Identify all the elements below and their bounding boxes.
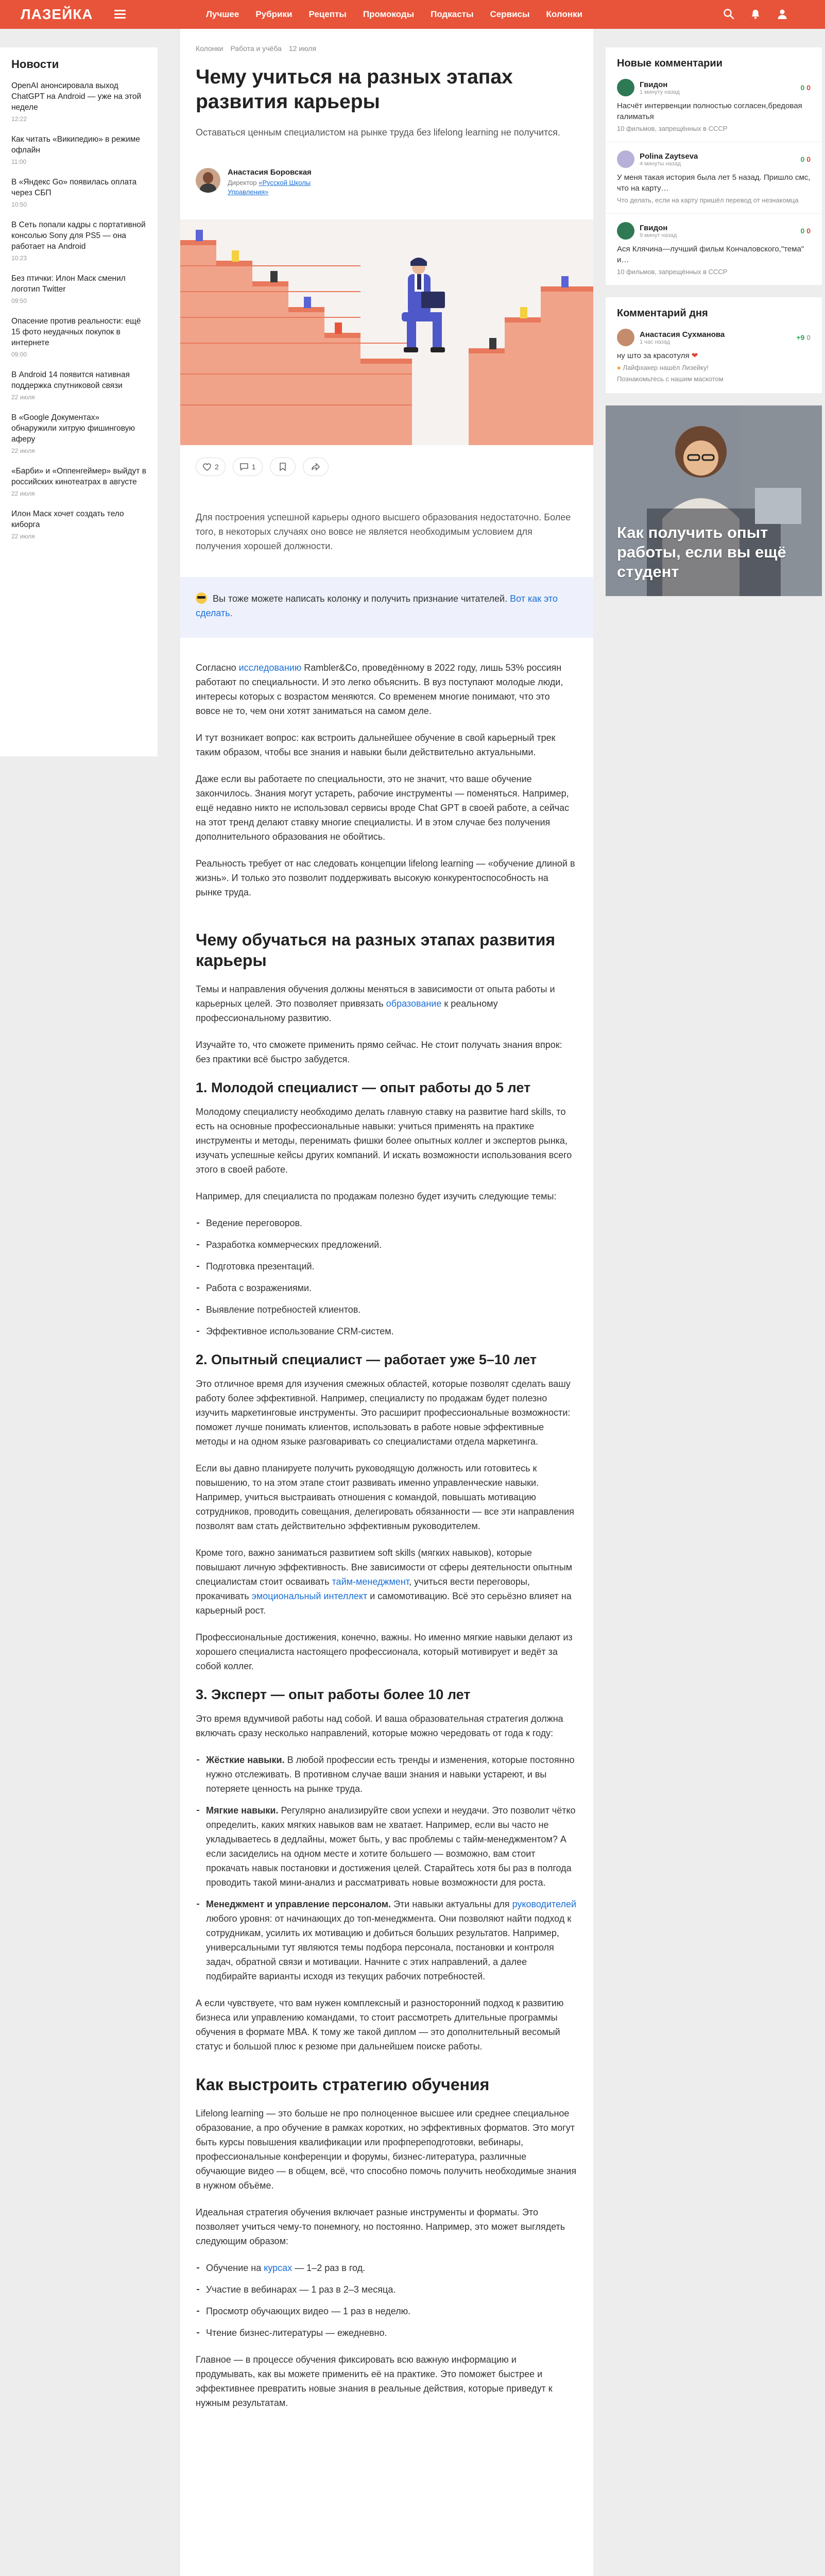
lizeika-icon: ● (617, 364, 621, 371)
article (180, 29, 593, 2576)
paragraph: Профессиональные достижения, конечно, важны. Но именно мягкие навыки делают из хорошего специалиста настоящего профессионала, который мотивирует и ведёт за собой коллег. (196, 1632, 573, 1671)
article-intro: Для построения успешной карьеры одного высшего образования недостаточно. Более того, в некоторых случаях оно вовсе не является необходимым условием для получения хорошей должности. (196, 512, 571, 551)
author-block[interactable] (196, 168, 331, 197)
author-company-link[interactable]: «Русской Школы Управления» (228, 179, 311, 196)
news-title[interactable]: Опасение против реальности: ещё 15 фото неудачных покупок в интернете (11, 317, 141, 347)
commenter-avatar[interactable] (617, 150, 634, 168)
subsection-heading: 3. Эксперт — опыт работы более 10 лет (196, 1687, 471, 1702)
breadcrumb-category[interactable]: Работа и учёба (230, 44, 282, 53)
commenter-avatar[interactable] (617, 79, 634, 96)
list-item: Чтение бизнес-литературы — ежедневно. (196, 2326, 577, 2340)
author-avatar[interactable] (196, 168, 220, 193)
paragraph: Идеальная стратегия обучения включает разные инструменты и форматы. Это позволяет учиться чему-то понемногу, но постоянно. Например, это может выглядеть следующим образом: (196, 2207, 565, 2246)
comment-count: 1 (251, 463, 256, 471)
paragraph: И тут возникает вопрос: как встроить дальнейшее обучение в свой карьерный трек таким образом, чтобы все знания и навыки были действительно актуальными. (196, 733, 556, 757)
author-role-prefix: Директор (228, 179, 257, 187)
nav-item-services[interactable]: Сервисы (490, 9, 530, 19)
comment-of-day-widget (606, 297, 822, 393)
list-item: Работа с возражениями. (196, 1281, 577, 1295)
comment-time: 1 час назад (640, 338, 671, 345)
nav-item-best[interactable]: Лучшее (206, 9, 239, 19)
bell-icon[interactable] (750, 8, 761, 20)
notice-text: Вы тоже можете написать колонку и получить признание читателей. (213, 594, 508, 604)
list-item: Просмотр обучающих видео — 1 раз в неделю. (196, 2304, 577, 2318)
news-time: 11:00 (11, 158, 27, 165)
paragraph: Это время вдумчивой работы над собой. И ваша образовательная стратегия должна включать сразу несколько направлений, которые можно чередовать от года к году: (196, 1714, 563, 1738)
time-management-link[interactable]: тайм-менеджмент (332, 1577, 409, 1587)
news-sidebar (0, 47, 158, 756)
paragraph: Это отличное время для изучения смежных областей, которые позволят сделать вашу работу более эффективной. Например, специалисту по продажам будет полезно изучить маркетинговые инструменты. Это расширит профессиональные возможности: поможет лучше понимать клиентов, использовать в работе новые эффективные методы и на одном языке разговаривать со специалистами отдела маркетинга. (196, 1379, 571, 1447)
breadcrumb (196, 44, 316, 53)
right-sidebar (606, 29, 822, 596)
bookmark-button[interactable] (270, 457, 296, 476)
courses-link[interactable]: курсах (264, 2263, 293, 2273)
commenter-name[interactable]: Гвидон (640, 223, 668, 232)
search-icon[interactable] (723, 8, 734, 20)
section-heading: Чему обучаться на разных этапах развития карьеры (196, 930, 556, 970)
managers-link[interactable]: руководителей (512, 1899, 577, 1909)
news-title[interactable]: Илон Маск хочет создать тело киборга (11, 510, 124, 529)
like-button[interactable] (196, 457, 226, 476)
nav-item-recipes[interactable]: Рецепты (308, 9, 347, 19)
comment-time: 9 минут назад (640, 232, 677, 239)
main-nav (206, 0, 582, 29)
comment-score: 0 0 (800, 227, 811, 235)
author-role (228, 178, 331, 197)
article-lead: Оставаться ценным специалистом на рынке труда без lifelong learning не получится. (196, 127, 560, 138)
comment-item[interactable] (606, 79, 822, 142)
comment-time: 1 минуту назад (640, 89, 680, 95)
comment-of-day-heading: Комментарий дня (617, 308, 708, 319)
news-item[interactable] (11, 80, 146, 123)
comment-text: Ася Клячина—лучший фильм Кончаловского,"тема" и… (617, 245, 804, 264)
menu-icon[interactable] (114, 10, 126, 19)
comment-score: 0 0 (800, 83, 811, 92)
research-link[interactable]: исследованию (238, 663, 302, 673)
list-item: Выявление потребностей клиентов. (196, 1302, 577, 1317)
paragraph: Кроме того, важно заниматься развитием soft skills (мягких навыков), которые повышают личную эффективность. Вне зависимости от сферы деятельности опытным специалистам стоит осваивать тайм-менеджмент, учиться вести переговоры, прокачивать эмоциональный интеллект и самомотивацию. Всё это серьёзно влияет на карьерный рост. (196, 1548, 573, 1616)
heart-icon (202, 463, 212, 471)
comment-score: +9 0 (796, 333, 811, 342)
news-time: 10:23 (11, 255, 27, 262)
news-heading: Новости (11, 58, 59, 71)
nav-item-promocodes[interactable]: Промокоды (363, 9, 415, 19)
comment-text: ну што за красотуля ❤ (617, 351, 698, 360)
news-item[interactable] (11, 219, 146, 262)
news-item[interactable] (11, 134, 146, 165)
news-title[interactable]: В Сеть попали кадры с портативной консолью Sony для PS5 — она работает на Android (11, 221, 146, 251)
commenter-name[interactable]: Гвидон (640, 80, 668, 89)
comment-item[interactable] (606, 222, 822, 285)
promo-card[interactable] (606, 405, 822, 596)
comment-source-link[interactable]: 10 фильмов, запрещённых в СССР (617, 125, 728, 132)
paragraph: Темы и направления обучения должны меняться в зависимости от опыта работы и карьерных целей. Это позволяет привязать образование к реальному профессиональному развитию. (196, 984, 555, 1023)
list-item: Разработка коммерческих предложений. (196, 1238, 577, 1252)
section-heading: Как выстроить стратегию обучения (196, 2075, 490, 2094)
strategy-list (196, 2261, 577, 2340)
share-button[interactable] (303, 457, 329, 476)
news-time: 10:50 (11, 201, 27, 208)
news-title[interactable]: В «Google Документах» обнаружили хитрую фишинговую аферу (11, 413, 135, 444)
nav-item-rubrics[interactable]: Рубрики (255, 9, 293, 19)
emotional-intelligence-link[interactable]: эмоциональный интеллект (251, 1591, 368, 1601)
notice-link[interactable]: Вот как это сделать. (196, 594, 558, 618)
paragraph: Даже если вы работаете по специальности, это не значит, что ваше обучение закончилось. Знания могут устареть, рабочие инструменты — поменяться. Например, ещё недавно никто не использовал сервисы вроде Chat GPT в своей работе, а сейчас на этот тренд делают ставку многие специалисты. И в этом случае без получения дополнительного образования не обойтись. (196, 774, 570, 842)
list-item: Мягкие навыки. Регулярно анализируйте свои успехи и неудачи. Это позволит чётко определить, каких мягких навыков вам не хватает. Например, если вы часто не укладываетесь в дедлайны, может быть, у вас проблемы с тайм-менеджментом? А если засиделись на одном месте и хотите большего — возможно, вам стоит прокачать навык постановки и достижения целей. Старайтесь хотя бы раз в полгода проводить такой мини-анализ и рассматривать новые возможности для роста. (196, 1803, 577, 1890)
news-item[interactable] (11, 273, 146, 304)
comment-icon (239, 463, 249, 471)
list-item: Менеджмент и управление персоналом. Эти навыки актуальны для руководителей любого уровня: от начинающих до топ-менеджмента. Они позволяют найти подход к сотрудникам, усилить их мотивацию и добиться больших результатов. Например, универсальными тут являются темы подбора персонала, постановки и контроля задач, обратной связи и мотивации. Начните с этих направлений, а далее подбирайте варианты исходя из текущих рабочих потребностей. (196, 1897, 577, 1984)
news-time: 09:00 (11, 351, 27, 358)
subsection-heading: 2. Опытный специалист — работает уже 5–10 лет (196, 1352, 537, 1367)
nav-item-columns[interactable]: Колонки (546, 9, 583, 19)
list-item: Эффективное использование CRM-систем. (196, 1324, 577, 1338)
paragraph: Например, для специалиста по продажам полезно будет изучить следующие темы: (196, 1191, 557, 1201)
news-time: 22 июля (11, 490, 35, 497)
stairs-illustration (180, 219, 593, 445)
commenter-name[interactable]: Polina Zaytseva (640, 151, 698, 161)
site-logo[interactable]: ЛАЗЕЙКА (21, 6, 93, 22)
write-column-notice (180, 577, 593, 638)
comment-time: 4 минуты назад (640, 160, 681, 167)
news-time: 12:22 (11, 115, 27, 123)
comment-source-link[interactable]: 10 фильмов, запрещённых в СССР (617, 268, 728, 276)
comment-source-link[interactable]: Познакомьтесь с нашим маскотом (617, 375, 724, 383)
news-title[interactable]: OpenAI анонсировала выход ChatGPT на Android — уже на этой неделе (11, 81, 142, 112)
news-time: 22 июля (11, 533, 35, 540)
news-time: 22 июля (11, 394, 35, 401)
comment-score: 0 0 (800, 155, 811, 163)
comment-text: У меня такая история была лет 5 назад. Пришло смс, что на карту… (617, 173, 811, 193)
paragraph: Lifelong learning — это больше не про полноценное высшее или среднее специальное образование, а про обучение в рамках коротких, но эффективных форматов. Это могут быть курсы повышения квалификации или профпереподготовки, вебинары, профессиональные конференции и форумы, бизнес-литература, различные обучающие видео — в общем, всё, что способно помочь получить необходимые знания в нужном объёме. (196, 2108, 577, 2191)
news-item[interactable] (11, 177, 146, 208)
comment-of-day[interactable] (606, 329, 822, 384)
hero-illustration (180, 219, 593, 445)
promo-title[interactable]: Как получить опыт работы, если вы ещё студент (617, 523, 786, 581)
news-title[interactable]: Без птички: Илон Маск сменил логотип Twitter (11, 274, 126, 294)
news-title[interactable]: Как читать «Википедию» в режиме офлайн (11, 135, 141, 155)
author-name[interactable]: Анастасия Боровская (228, 168, 312, 177)
top-bar (0, 0, 825, 29)
education-link[interactable]: образование (386, 998, 442, 1009)
news-item[interactable] (11, 316, 146, 358)
comment-text: Насчёт интервенции полностью согласен,бредовая галиматья (617, 101, 802, 121)
news-time: 09:50 (11, 297, 27, 304)
paragraph: Если вы давно планируете получить руководящую должность или готовитесь к повышению, то на этом этапе стоит развивать именно управленческие навыки. Например, учиться выстраивать отношения с командой, повышать мотивацию сотрудников, проводить совещания, делегировать обязанности — все эти направления позволят вам стать действительно эффективным руководителем. (196, 1463, 574, 1531)
paragraph: А если чувствуете, что вам нужен комплексный и разносторонний подход к развитию бизнеса или управлению командами, то стоит рассмотреть длительные программы обучения в формате MBA. К тому же такой диплом — это дополнительный весомый статус и большой плюс к резюме при дальнейшем поиске работы. (196, 1998, 564, 2052)
share-icon (311, 463, 320, 471)
comment-item[interactable] (606, 150, 822, 214)
list-item: Подготовка презентаций. (196, 1259, 577, 1274)
subsection-heading: 1. Молодой специалист — опыт работы до 5 лет (196, 1080, 531, 1095)
user-icon[interactable] (777, 8, 788, 20)
news-time: 22 июля (11, 447, 35, 454)
topics-list (196, 1216, 577, 1338)
comments-button[interactable] (233, 457, 263, 476)
commenter-name[interactable]: Анастасия Сухманова (640, 330, 725, 339)
paragraph: Молодому специалисту необходимо делать главную ставку на развитие hard skills, то есть на основные профессиональные навыки: учиться применять на практике инструменты и методы, перенимать фишки более опытных коллег и экспертов рынка, изучать успешные кейсы других компаний. И искать возможности использования всего этого в своей работе. (196, 1107, 572, 1175)
like-count: 2 (215, 463, 219, 471)
news-item[interactable] (11, 412, 146, 454)
comment-like-note: ● Лайфхакер нашёл Лизейку! (617, 364, 709, 371)
list-item: Обучение на курсах — 1–2 раз в год. (196, 2261, 577, 2275)
paragraph: Изучайте то, что сможете применить прямо сейчас. Не стоит получать знания впрок: без практики всё быстро забудется. (196, 1040, 562, 1064)
news-title[interactable]: В Android 14 появится нативная поддержка спутниковой связи (11, 370, 130, 390)
list-item: Жёсткие навыки. В любой профессии есть тренды и изменения, которые постоянно нужно отслеживать. В противном случае ваши знания и навыки устареют, и вы потеряете ценность на рынке труда. (196, 1753, 577, 1796)
new-comments-widget (606, 47, 822, 285)
news-title[interactable]: В «Яндекс Go» появилась оплата через СБП (11, 178, 137, 197)
list-item: Участие в вебинарах — 1 раз в 2–3 месяца. (196, 2282, 577, 2297)
news-item[interactable] (11, 509, 146, 540)
bookmark-icon (279, 463, 286, 471)
paragraph: Реальность требует от нас следовать концепции lifelong learning — «обучение длиной в жизнь». И только это позволит поддерживать высокую конкурентоспособность на рынке труда. (196, 858, 575, 897)
news-title[interactable]: «Барби» и «Оппенгеймер» выйдут в российских кинотеатрах в августе (11, 467, 146, 486)
commenter-avatar[interactable] (617, 222, 634, 240)
breadcrumb-columns[interactable]: Колонки (196, 44, 224, 53)
sunglasses-icon (196, 592, 207, 604)
list-item: Ведение переговоров. (196, 1216, 577, 1230)
comment-source-link[interactable]: Что делать, если на карту пришёл перевод от незнакомца (617, 196, 799, 204)
news-item[interactable] (11, 369, 146, 401)
paragraph: Согласно исследованию Rambler&Co, проведённому в 2022 году, лишь 53% россиян работают по специальности. И это легко объяснить. В вуз поступают молодые люди, интересы которых с возрастом меняются. Со временем многие понимают, что это вовсе не то, чем они хотят заниматься на самом деле. (196, 663, 563, 716)
nav-item-podcasts[interactable]: Подкасты (431, 9, 474, 19)
heart-icon: ❤ (691, 351, 698, 360)
article-actions (196, 457, 329, 476)
publish-date: 12 июля (288, 44, 317, 53)
new-comments-heading: Новые комментарии (617, 58, 723, 69)
paragraph: Главное — в процессе обучения фиксировать всю важную информацию и продумывать, как вы можете применить её на практике. Это поможет быстрее и эффективнее превратить новые знания в реальные действия, которые приведут к нужным результатам. (196, 2354, 553, 2408)
commenter-avatar[interactable] (617, 329, 634, 346)
news-item[interactable] (11, 466, 146, 497)
article-body (196, 660, 577, 2422)
expert-directions-list (196, 1753, 577, 1984)
article-title: Чему учиться на разных этапах развития карьеры (196, 66, 513, 113)
